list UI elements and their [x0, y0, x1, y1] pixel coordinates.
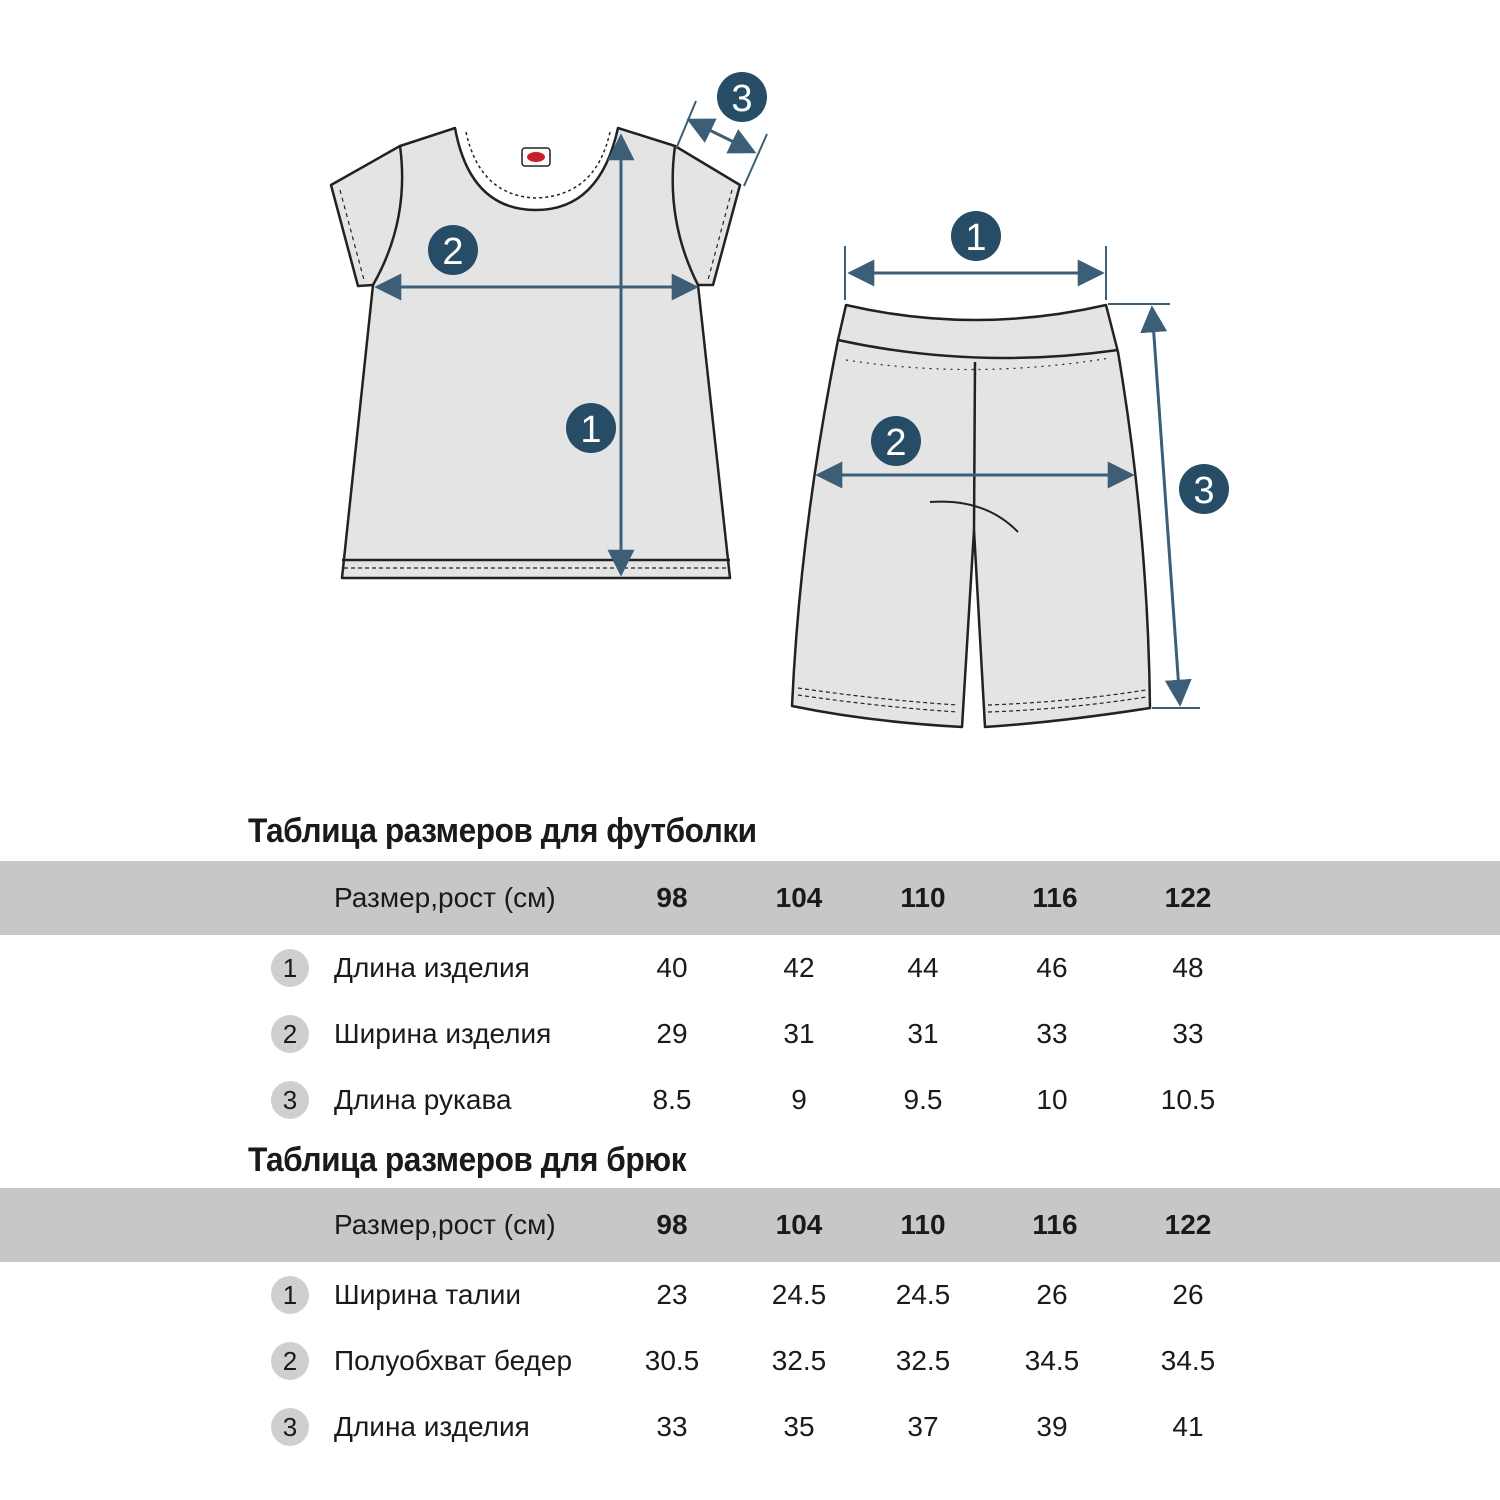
shorts-marker-3 [1179, 464, 1229, 514]
table-cell: 41 [1172, 1411, 1204, 1442]
row-number-badge: 3 [271, 1408, 309, 1446]
svg-text:2: 2 [442, 231, 464, 273]
table-cell: 30.5 [644, 1345, 700, 1376]
table-cell: 31 [783, 1018, 815, 1049]
row-label: Длина изделия [334, 1411, 530, 1442]
table-cell: 32.5 [895, 1345, 951, 1376]
table-cell: 34.5 [1024, 1345, 1080, 1376]
header-size: 122 [1164, 1209, 1212, 1240]
table-row [0, 1262, 1500, 1328]
table-cell: 48 [1172, 952, 1204, 983]
table-cell: 33 [1036, 1018, 1068, 1049]
header-size: 116 [1032, 1209, 1078, 1240]
table-header-row [0, 1188, 1500, 1262]
shorts-length-line [1152, 308, 1180, 704]
table-row [0, 1001, 1500, 1067]
table-cell: 10 [1036, 1084, 1068, 1115]
table-cell: 33 [656, 1411, 688, 1442]
tshirt-marker-3 [717, 72, 767, 122]
header-size: 104 [775, 1209, 823, 1240]
table-cell: 8.5 [652, 1084, 692, 1115]
tshirt-size-table [0, 861, 1500, 1133]
pants-size-table [0, 1188, 1500, 1460]
table-cell: 10.5 [1160, 1084, 1216, 1115]
header-size: 98 [656, 1209, 688, 1240]
tshirt-sleeve-line [689, 120, 754, 152]
svg-text:1: 1 [965, 217, 987, 259]
row-label: Ширина талии [334, 1279, 522, 1310]
table-cell: 46 [1036, 952, 1068, 983]
table-cell: 39 [1036, 1411, 1068, 1442]
table-row [0, 1067, 1500, 1133]
table-cell: 42 [783, 952, 815, 983]
table-row [0, 1328, 1500, 1394]
row-number-badge: 1 [271, 1276, 309, 1314]
table-cell: 24.5 [771, 1279, 827, 1310]
table-cell: 34.5 [1160, 1345, 1216, 1376]
header-size: 116 [1032, 882, 1078, 913]
shorts-marker-1 [951, 211, 1001, 261]
header-size: 104 [775, 882, 823, 913]
row-number-badge: 1 [271, 949, 309, 987]
table-cell: 44 [907, 952, 939, 983]
table-cell: 26 [1172, 1279, 1204, 1310]
table-cell: 35 [783, 1411, 815, 1442]
shorts-body [792, 305, 1150, 727]
table-cell: 26 [1036, 1279, 1068, 1310]
row-number-badge: 2 [271, 1342, 309, 1380]
svg-text:3: 3 [731, 78, 753, 120]
header-size: 122 [1164, 882, 1212, 913]
shorts-marker-2 [871, 416, 921, 466]
tshirt-marker-1 [566, 403, 616, 453]
table-cell: 23 [656, 1279, 688, 1310]
table-cell: 9 [791, 1084, 807, 1115]
tshirt-drawing [331, 128, 740, 578]
row-number-badge: 2 [271, 1015, 309, 1053]
header-size: 110 [900, 1209, 946, 1240]
svg-text:2: 2 [885, 422, 907, 464]
shorts-drawing [792, 305, 1150, 727]
header-label: Размер,рост (см) [334, 882, 556, 913]
table-header-row [0, 861, 1500, 935]
table-row [0, 1394, 1500, 1460]
table-cell: 32.5 [771, 1345, 827, 1376]
table-cell: 29 [656, 1018, 688, 1049]
header-size: 110 [900, 882, 946, 913]
tshirt-table-title: Таблица размеров для футболки [248, 812, 757, 850]
svg-text:3: 3 [1193, 470, 1215, 512]
table-row [0, 935, 1500, 1001]
table-cell: 31 [907, 1018, 939, 1049]
row-number-badge: 3 [271, 1081, 309, 1119]
table-cell: 37 [907, 1411, 939, 1442]
pants-table-title: Таблица размеров для брюк [248, 1141, 687, 1179]
header-label: Размер,рост (см) [334, 1209, 556, 1240]
row-label: Ширина изделия [334, 1018, 552, 1049]
row-label: Полуобхват бедер [334, 1345, 573, 1376]
tshirt-marker-2 [428, 225, 478, 275]
row-label: Длина изделия [334, 952, 530, 983]
row-label: Длина рукава [334, 1084, 512, 1115]
header-size: 98 [656, 882, 688, 913]
tshirt-body [331, 128, 740, 578]
table-cell: 33 [1172, 1018, 1204, 1049]
table-cell: 40 [656, 952, 688, 983]
table-cell: 24.5 [895, 1279, 951, 1310]
table-cell: 9.5 [903, 1084, 943, 1115]
svg-text:1: 1 [580, 409, 602, 451]
